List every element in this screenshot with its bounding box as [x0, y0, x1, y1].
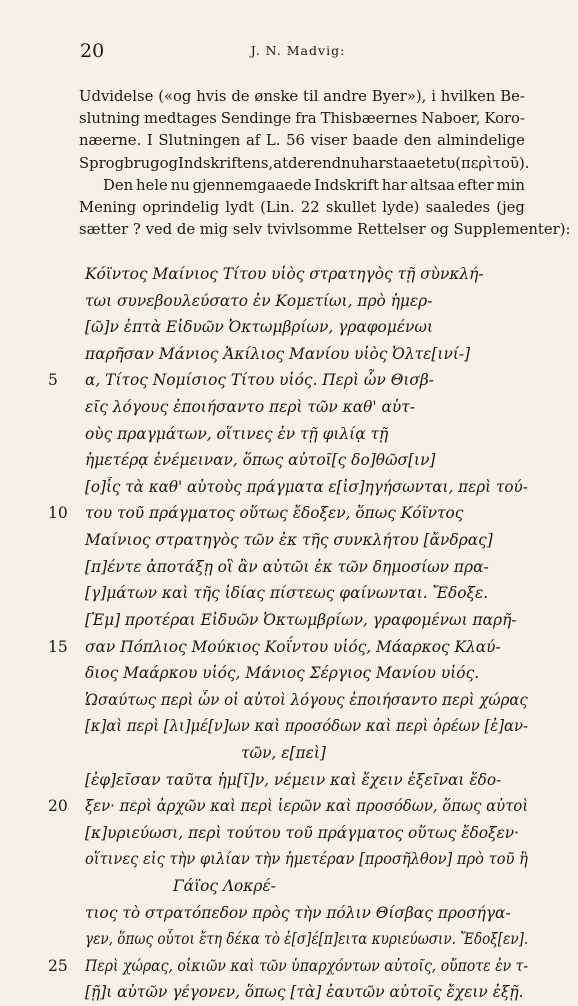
inscription-line — [48, 900, 528, 927]
inscription-line — [48, 288, 528, 315]
danish-line: Den hele nu gjennemgaaede Indskrift har altsaa efter min — [103, 176, 525, 194]
line-number: 5 — [48, 371, 58, 390]
inscription-line — [48, 713, 528, 740]
inscription-line — [48, 314, 528, 341]
inscription-line-text: Περὶ χώρας, οἰκιῶν καὶ τῶν ὑπαρχόντων αὐτοῖς, οὔποτε ἐν τ- — [85, 956, 529, 975]
inscription-line — [48, 527, 528, 554]
inscription-line-text: [π]έντε ἀποτάξῃ οἳ ἂν αὐτῶι ἐκ τῶν δημοσίων πρα- — [85, 557, 489, 576]
inscription-line-text: σαν Πόπλιος Μούκιος Κοΐντου υἱός, Μάαρκος Κλαύ- — [85, 637, 501, 656]
danish-line: sætter ? ved de mig selv tvivlsomme Rettelser og Supplementer): — [79, 221, 571, 239]
inscription-line — [48, 979, 528, 1006]
inscription-line-text: παρῆσαν Μάνιος Ἀκίλιος Μανίου υἱὸς Ὀλτε[ινί-] — [85, 344, 471, 363]
inscription-line-text: διος Μαάρκου υἱός, Μάνιος Σέργιος Μανίου υἱός. — [85, 664, 480, 683]
inscription-line-text: οὺς πραγμάτων, οἵτινες ἐν τῇ φιλίᾳ τῇ — [85, 424, 389, 443]
inscription-line-text: οἵτινες εἰς τὴν φιλίαν τὴν ἡμετέραν [προσῆλθον] πρὸ τοῦ ἢ — [85, 850, 528, 869]
inscription-line-text: [κ]υριεύωσι, περὶ τούτου τοῦ πράγματος οὕτως ἔδοξεν· — [85, 823, 519, 842]
line-number: 20 — [48, 797, 68, 816]
danish-line: slutning medtages Sendinge fra Thisbæernes Naboer, Koro- — [79, 110, 525, 128]
danish-commentary — [79, 86, 571, 241]
inscription-line-text: του τοῦ πράγματος οὕτως ἔδοξεν, ὅπως Κόϊντος — [85, 504, 464, 523]
inscription-line — [48, 261, 528, 288]
inscription-line — [48, 740, 528, 767]
running-head: J. N. Madvig: — [250, 43, 346, 58]
inscription-line — [48, 341, 528, 368]
inscription-line — [48, 793, 528, 820]
line-number: 15 — [48, 637, 68, 656]
page-number: 20 — [80, 40, 105, 62]
inscription-line-text: [ῶ]ν ἑπτὰ Εἰδυῶν Ὀκτωμβρίων, γραφομένωι — [85, 318, 434, 337]
inscription-line — [48, 367, 528, 394]
inscription-line-text: [ῇ]ι αὐτῶν γέγονεν, ὅπως [τὰ] ἑαυτῶν αὐτοῖς ἔχειν ἐξῇ. — [85, 983, 524, 1002]
inscription-line-text: [Ἐμ] προτέραι Εἰδυῶν Ὀκτωμβρίων, γραφομένωι παρῆ- — [85, 610, 517, 629]
greek-inscription-text — [48, 261, 528, 1006]
inscription-line — [48, 447, 528, 474]
inscription-line — [48, 953, 528, 980]
inscription-line — [48, 660, 528, 687]
inscription-line-text: [ο]ἷς τὰ καθ' αὑτοὺς πράγματα ε[ἰσ]ηγήσωνται, περὶ τού- — [85, 477, 528, 496]
danish-line: Sprogbrug og Indskriftens, at der endnu har staaet et υ (περὶ τοῦ). — [79, 154, 530, 172]
inscription-line-text: τιος τὸ στρατόπεδον πρὸς τὴν πόλιν Θίσβας προσήγα- — [85, 903, 511, 922]
inscription-line — [48, 554, 528, 581]
inscription-line-text: γεν, ὅπως οὗτοι ἔτη δέκα τὸ ἐ[σ]έ[π]ειτα κυριεύωσιν. Ἔδοξ[εν]. — [85, 930, 529, 949]
inscription-line — [48, 421, 528, 448]
line-number: 10 — [48, 504, 68, 523]
inscription-line — [48, 687, 528, 714]
inscription-line-text: [ἐφ]εῖσαν ταῦτα ἡμ[ῖ]ν, νέμειν καὶ ἔχειν ἐξεῖναι ἔδο- — [85, 770, 502, 789]
inscription-line — [48, 767, 528, 794]
inscription-line — [48, 820, 528, 847]
inscription-line-text: ἡμετέρᾳ ἐνέμειναν, ὅπως αὐτοῖ[ς δο]θῶσ[ιν] — [85, 451, 436, 470]
inscription-line — [48, 394, 528, 421]
inscription-line — [48, 634, 528, 661]
inscription-line-text: [γ]μάτων καὶ τῆς ἰδίας πίστεως φαίνωνται. Ἔδοξε. — [85, 584, 489, 603]
inscription-line-text: Κόϊντος Μαίνιος Τίτου υἱὸς στρατηγὸς τῇ σὺνκλή- — [85, 265, 484, 283]
inscription-line — [48, 607, 528, 634]
inscription-line — [48, 873, 528, 900]
inscription-line — [48, 474, 528, 501]
inscription-line-text: τῶν, ε[πεὶ] — [241, 743, 326, 762]
inscription-line-text: Μαίνιος στρατηγὸς τῶν ἐκ τῆς συνκλήτου [ἄνδρας] — [85, 531, 493, 550]
danish-line: Udvidelse («og hvis de ønske til andre Byer»), i hvilken Be- — [79, 88, 525, 105]
inscription-line-text: α, Τίτος Νομίσιος Τίτου υἱός. Περὶ ὧν Θισβ- — [85, 371, 434, 390]
page-header — [70, 40, 526, 62]
inscription-line-text: ξεν· περὶ ἀρχῶν καὶ περὶ ἱερῶν καὶ προσόδων, ὅπως αὐτοὶ — [85, 797, 529, 816]
line-number: 25 — [48, 956, 68, 975]
inscription-line — [48, 926, 528, 953]
inscription-line — [48, 500, 528, 527]
inscription-line — [48, 846, 528, 873]
inscription-line-text: τωι συνεβουλεύσατο ἐν Κομετίωι, πρὸ ἡμερ- — [85, 291, 433, 310]
danish-line: næerne. I Slutningen af L. 56 viser baade den almindelige — [79, 132, 525, 150]
inscription-line-text: εῖς λόγους ἐποιήσαντο περὶ τῶν καθ' αὑτ- — [85, 398, 415, 417]
inscription-line-text: [κ]αὶ περὶ [λι]μέ[ν]ων καὶ προσόδων καὶ περὶ ὀρέων [ἐ]αν- — [85, 717, 529, 736]
inscription-line-text: Ὡσαύτως περὶ ὧν οἱ αὐτοὶ λόγους ἐποιήσαντο περὶ χώρας — [85, 690, 528, 709]
danish-line: Mening oprindelig lydt (Lin. 22 skullet lyde) saaledes (jeg — [79, 198, 525, 216]
inscription-line — [48, 580, 528, 607]
inscription-line-text: Γάϊος Λοκρέ- — [173, 877, 276, 896]
